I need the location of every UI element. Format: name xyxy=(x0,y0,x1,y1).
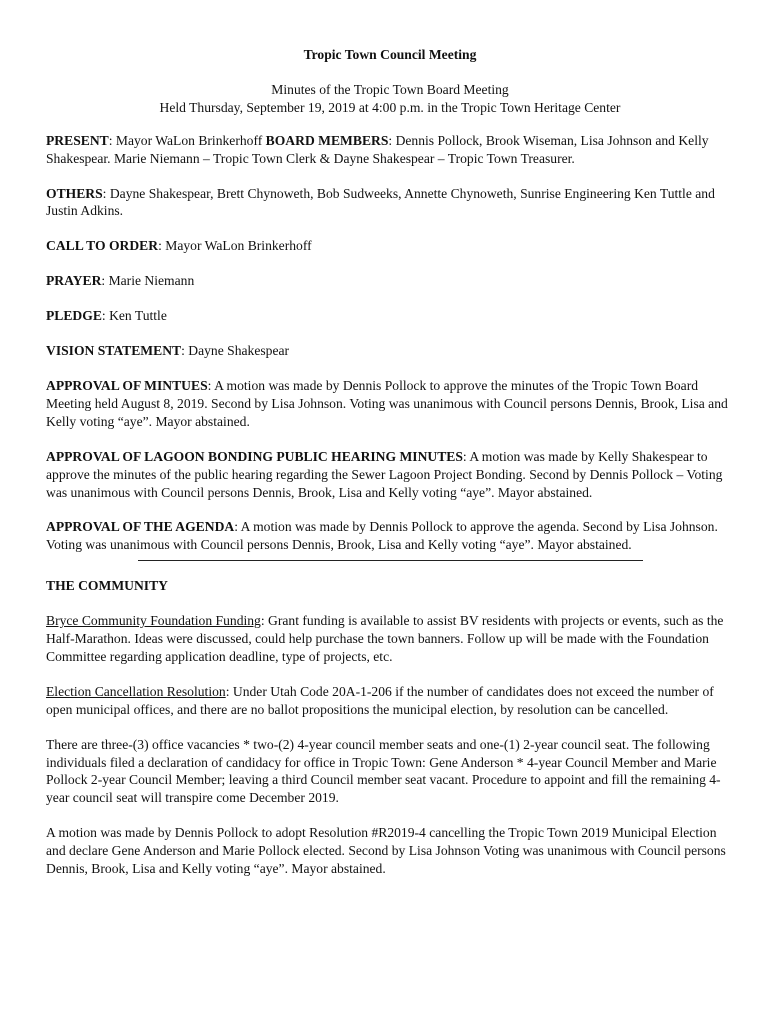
approval-agenda-text: : A motion was made by Dennis Pollock to approve the agenda. Second by Lisa Johnson. Voting was unanimous with Council persons Dennis, Brook, Lisa and Kelly voting “aye”. Mayor abstained. xyxy=(46,519,718,553)
call-to-order-label: CALL TO ORDER xyxy=(46,238,159,254)
meeting-held-line: Held Thursday, September 19, 2019 at 4:00 p.m. in the Tropic Town Heritage Center xyxy=(159,99,621,115)
prayer-text: : Marie Niemann xyxy=(101,273,195,289)
meeting-info xyxy=(46,81,734,117)
resolution-motion-paragraph: A motion was made by Dennis Pollock to adopt Resolution #R2019-4 cancelling the Tropic Town 2019 Municipal Election and declare Gene Anderson and Marie Pollock elected. Second by Lisa Johnson Voting was unanimous with Council persons Dennis, Brook, Lisa and Kelly voting “aye”. Mayor abstained. xyxy=(46,825,726,877)
community-heading: THE COMMUNITY xyxy=(46,578,168,594)
bryce-foundation-text: : Grant funding is available to assist BV residents with projects or events, such as the Half-Marathon. Ideas were discussed, could help purchase the town banners. Follow up will be made with the Foundation Committee regarding application deadline, type of projects, etc. xyxy=(46,613,724,664)
election-cancellation-label: Election Cancellation Resolution xyxy=(46,683,226,699)
vision-statement-section xyxy=(46,342,734,360)
approval-lagoon-label: APPROVAL OF LAGOON BONDING PUBLIC HEARING MINUTES xyxy=(46,448,463,464)
prayer-label: PRAYER xyxy=(46,273,102,289)
approval-minutes-section xyxy=(46,377,734,431)
vacancies-paragraph: There are three-(3) office vacancies * two-(2) 4-year council member seats and one-(1) 2-year council seat. The following individuals filed a declaration of candidacy for office in Tropic Town: Gene Anderson * 4-year Council Member and Marie Pollock 2-year Council Member; leaving a third Council member seat vacant. Procedure to appoint and fill the remaining 4-year council seat will transpire come December 2019. xyxy=(46,736,721,806)
pledge-section xyxy=(46,307,734,325)
pledge-text: : Ken Tuttle xyxy=(101,308,167,324)
vision-statement-text: : Dayne Shakespear xyxy=(181,343,290,359)
vision-statement-label: VISION STATEMENT xyxy=(46,343,182,359)
bryce-foundation-label: Bryce Community Foundation Funding xyxy=(46,613,261,629)
election-cancellation-text: : Under Utah Code 20A-1-206 if the number of candidates does not exceed the number of open municipal offices, and there are no ballot propositions the municipal election, by resolution can be cancelled. xyxy=(46,683,714,717)
present-mayor: : Mayor WaLon Brinkerhoff xyxy=(108,132,266,148)
minutes-subtitle: Minutes of the Tropic Town Board Meeting xyxy=(271,81,509,97)
pledge-label: PLEDGE xyxy=(46,308,102,324)
board-members-label: BOARD MEMBERS xyxy=(265,132,389,148)
approval-agenda-section xyxy=(46,518,734,554)
section-divider xyxy=(138,560,643,561)
call-to-order-section xyxy=(46,237,734,255)
approval-minutes-label: APPROVAL OF MINTUES xyxy=(46,377,208,393)
approval-agenda-label: APPROVAL OF THE AGENDA xyxy=(46,519,235,535)
prayer-section xyxy=(46,272,734,290)
election-cancellation-section xyxy=(46,683,734,719)
others-label: OTHERS xyxy=(46,185,103,201)
call-to-order-text: : Mayor WaLon Brinkerhoff xyxy=(158,238,312,254)
document-page xyxy=(46,46,734,895)
approval-lagoon-text: : A motion was made by Kelly Shakespear to approve the minutes of the public hearing regarding the Sewer Lagoon Project Bonding. Second by Dennis Pollock – Voting was unanimous with Council persons Dennis, Brook, Lisa and Kelly voting “aye”. Mayor abstained. xyxy=(46,448,723,500)
approval-lagoon-section xyxy=(46,448,734,502)
bryce-foundation-section xyxy=(46,612,734,666)
board-members-text: : Dennis Pollock, Brook Wiseman, Lisa Johnson and Kelly Shakespear. Marie Niemann – Tropic Town Clerk & Dayne Shakespear – Tropic Town Treasurer. xyxy=(46,132,709,166)
others-text: : Dayne Shakespear, Brett Chynoweth, Bob Sudweeks, Annette Chynoweth, Sunrise Engineering Ken Tuttle and Justin Adkins. xyxy=(46,185,715,219)
document-title: Tropic Town Council Meeting xyxy=(303,47,477,62)
present-section xyxy=(46,132,734,168)
others-section xyxy=(46,185,734,221)
present-label: PRESENT xyxy=(46,132,109,148)
approval-minutes-text: : A motion was made by Dennis Pollock to approve the minutes of the Tropic Town Board Meeting held August 8, 2019. Second by Lisa Johnson. Voting was unanimous with Council persons Dennis, Brook, Lisa and Kelly voting “aye”. Mayor abstained. xyxy=(46,377,728,429)
